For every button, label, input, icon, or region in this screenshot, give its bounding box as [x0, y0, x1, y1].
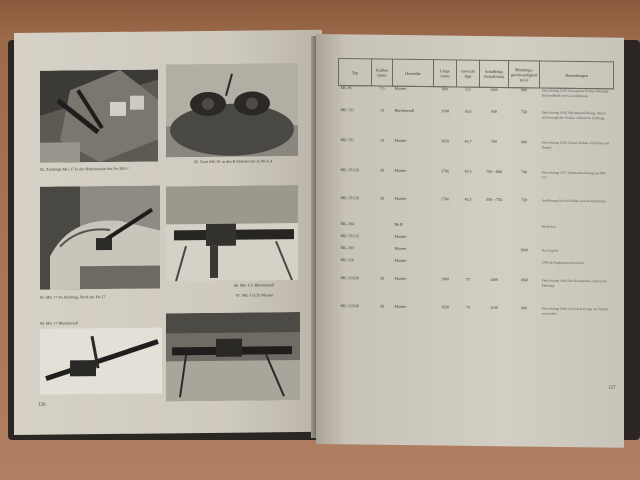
cell-typ: MG 151/20 — [340, 167, 360, 173]
cell-hersteller: Rh B — [394, 221, 403, 227]
cell-hersteller: Mauser — [394, 303, 407, 309]
cell-muendung: 960 — [521, 305, 528, 311]
cell-schussfolge: 750—800 — [486, 168, 502, 175]
header-gewicht: Gewicht (kg) — [457, 60, 480, 87]
cell-gewicht: 42,5 — [464, 196, 472, 202]
cell-typ: MG 213/20 — [340, 275, 360, 281]
photo-84 — [40, 327, 162, 394]
cell-typ: MG 151 — [340, 137, 354, 143]
caption-83: 83. Zwei MG 81 in den B-Ständen der Ju 88 A-4 — [194, 158, 273, 165]
cell-hersteller: Mauser — [394, 233, 407, 239]
cell-hersteller: Mauser — [394, 195, 407, 201]
cell-hersteller: Mauser — [394, 257, 407, 263]
header-bemerkungen: Bemerkungen — [540, 61, 614, 89]
cell-schussfolge — [480, 236, 509, 248]
cell-schussfolge: 1600 — [490, 86, 498, 92]
cell-gewicht — [457, 259, 480, 277]
cell-typ: MG 213/30 — [340, 303, 360, 309]
cell-muendung: 1000 — [520, 247, 529, 253]
cell-typ: MG 210 — [340, 257, 354, 263]
cell-laenge: 1766 — [441, 196, 449, 202]
cell-gewicht: 75 — [466, 304, 470, 310]
cell-kaliber — [372, 246, 393, 258]
cell-gewicht — [457, 223, 480, 235]
cell-hersteller: Mauser — [394, 85, 407, 91]
cell-laenge — [434, 223, 457, 235]
cell-gewicht: 6,5 — [465, 86, 471, 92]
cell-gewicht: 42,5 — [464, 168, 472, 174]
cell-typ: MG 204 — [340, 221, 354, 227]
caption-87: 87. MG 151/20 Mauser — [236, 292, 274, 298]
cell-gewicht: 16,6 — [464, 108, 472, 114]
cell-hersteller: Mauser — [394, 167, 407, 173]
cell-bemerkungen: Kleinserie. — [541, 224, 557, 229]
cell-gewicht: 75 — [466, 276, 470, 282]
cell-laenge — [434, 247, 457, 259]
cell-laenge — [434, 235, 457, 247]
cell-schussfolge: 1100 — [490, 304, 498, 310]
cell-kaliber — [372, 222, 393, 234]
cell-typ: MG 151/20 — [340, 195, 360, 201]
caption-82: 82. Zwillings-MG 17 in der Bodenwanne der Fw 200 C — [40, 165, 130, 172]
cell-laenge — [434, 259, 457, 277]
cell-schussfolge: 700 — [491, 138, 497, 144]
cell-hersteller: Mauser — [394, 245, 407, 251]
cell-bemerkungen: Entwicklung 1944, Revolverkanone, elektrische Zündung. — [541, 278, 607, 288]
cell-laenge: 1630 — [441, 304, 449, 310]
weapons-spec-table — [338, 58, 614, 335]
caption-85: 85. MG 17 im Drehring, Heck der Do 17 — [40, 294, 106, 300]
cell-kaliber: 15 — [380, 137, 384, 143]
cell-muendung: 800 — [521, 87, 528, 93]
cell-kaliber — [372, 258, 393, 276]
cell-muendung: 750 — [521, 109, 528, 115]
cell-bemerkungen: Entwicklung 1935, Starrer Einbau in Flächen und Rumpf. — [541, 140, 610, 150]
header-hersteller: Hersteller — [393, 59, 434, 87]
cell-kaliber: 13 — [380, 107, 384, 113]
cell-gewicht: 42,7 — [464, 138, 472, 144]
cell-bemerkungen: Entwicklung 1938, Rheinmetall-Borsig. Starrer und beweglicher Einbau, elektrische Zündung. — [541, 110, 607, 120]
cell-kaliber: 30 — [380, 303, 384, 309]
cell-kaliber: 7,9 — [379, 85, 385, 91]
cell-typ: MG 151/15 — [340, 233, 360, 239]
cell-schussfolge — [480, 248, 509, 260]
cell-laenge: 1766 — [441, 168, 449, 174]
cell-hersteller: Mauser — [394, 137, 407, 143]
photo-86 — [166, 185, 298, 281]
cell-schussfolge: 550—750 — [486, 196, 502, 203]
header-kaliber: Kaliber (mm) — [372, 59, 393, 86]
table-row — [339, 108, 614, 141]
cell-muendung: 720 — [521, 197, 528, 203]
table-body — [339, 86, 614, 336]
cell-schussfolge — [480, 224, 509, 236]
header-muendung: Mündungs-geschwindigkeit (m/s) — [509, 61, 540, 88]
cell-schussfolge — [480, 260, 509, 278]
cell-kaliber: 20 — [380, 195, 384, 201]
left-page — [14, 30, 322, 435]
table-row — [339, 304, 614, 335]
cell-bemerkungen: 1943 als Ergänzung entwickelt. — [541, 260, 585, 266]
table-row — [339, 138, 614, 171]
cell-typ: MG 203 — [340, 245, 354, 251]
cell-schussfolge: 930 — [491, 108, 497, 114]
cell-hersteller: Rheinmetall — [394, 107, 415, 113]
photo-85 — [40, 185, 160, 289]
cell-bemerkungen: Entwicklung 1944. Nach dem Kriege als Vorbild verwendet. — [541, 306, 608, 316]
cell-kaliber — [372, 234, 393, 246]
cell-muendung: 790 — [521, 169, 528, 175]
cell-muendung: 1060 — [520, 277, 529, 283]
cell-gewicht — [457, 235, 480, 247]
photo-83 — [166, 63, 298, 157]
cell-muendung — [509, 260, 540, 278]
cell-kaliber: 20 — [380, 275, 384, 281]
photo-87 — [166, 312, 300, 401]
table-header-row — [339, 59, 614, 89]
photo-82 — [40, 69, 158, 162]
header-schussfolge: Schußfolge (Schuß/min) — [480, 60, 509, 87]
header-laenge: Länge (mm) — [434, 60, 457, 87]
cell-bemerkungen: Entwicklung 1937, Weiterentwicklung aus MG 151. — [541, 170, 606, 180]
page-number-left: 126 — [38, 402, 46, 408]
cell-typ: MG 81 — [340, 85, 352, 91]
cell-schussfolge: 1400 — [490, 276, 498, 282]
cell-bemerkungen — [540, 236, 614, 249]
cell-kaliber: 20 — [380, 167, 384, 173]
cell-hersteller: Mauser — [394, 275, 407, 281]
cell-bemerkungen: Ausführung für den Einbau in Schwenklafetten. — [541, 198, 607, 204]
cell-muendung: 960 — [521, 139, 528, 145]
header-typ: Typ — [339, 59, 372, 86]
caption-86: 86. MG 151 Rheinmetall — [234, 282, 274, 288]
cell-bemerkungen: Entwicklung 1938, Bewegliche Einbau-lafettung, Rückstoßlader mit Gurtzuführung. — [541, 88, 609, 98]
table-row — [339, 196, 614, 225]
cell-laenge: 900 — [442, 86, 448, 92]
caption-84: 84. MG 17 Rheinmetall — [40, 320, 78, 326]
cell-laenge: 1900 — [441, 276, 449, 282]
cell-muendung — [509, 224, 540, 236]
page-number-right: 127 — [608, 385, 616, 391]
cell-gewicht — [457, 247, 480, 259]
cell-typ: MG 131 — [340, 107, 354, 113]
cell-laenge: 1168 — [441, 108, 449, 114]
cell-laenge: 1916 — [441, 138, 449, 144]
cell-bemerkungen: Nur Projekt. — [541, 248, 559, 253]
